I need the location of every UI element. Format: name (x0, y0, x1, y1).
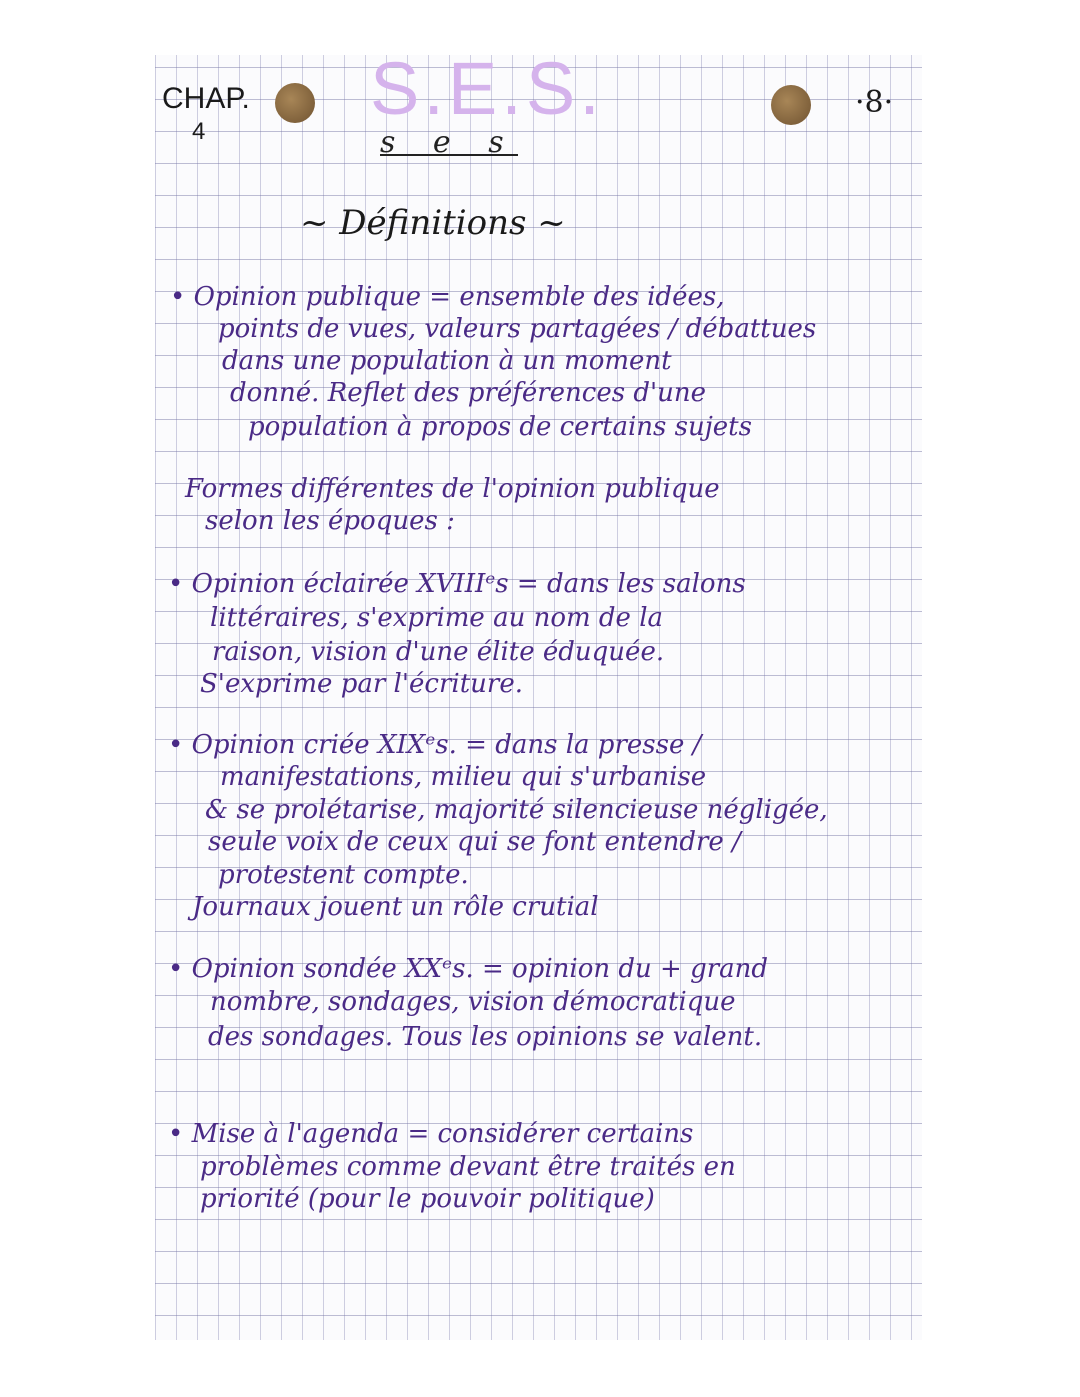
note-line: protestent compte. (218, 860, 469, 890)
subject-title: S.E.S. (370, 47, 604, 130)
note-line: donné. Reflet des préférences d'une (230, 378, 706, 408)
chapter-number: 4 (192, 118, 206, 145)
note-line: seule voix de ceux qui se font entendre / (208, 827, 741, 857)
note-line: des sondages. Tous les opinions se valent. (208, 1022, 763, 1052)
note-line: Formes différentes de l'opinion publique (185, 474, 720, 504)
chapter-label: CHAP. (162, 82, 250, 115)
note-line: & se prolétarise, majorité silencieuse négligée, (205, 795, 828, 825)
note-line: • Opinion sondée XXᵉs. = opinion du + grand (168, 954, 769, 984)
note-line: selon les époques : (205, 506, 455, 536)
note-line: • Opinion criée XIXᵉs. = dans la presse / (168, 730, 702, 760)
note-line: points de vues, valeurs partagées / débattues (218, 314, 817, 344)
note-line: manifestations, milieu qui s'urbanise (220, 762, 707, 792)
note-line: nombre, sondages, vision démocratique (210, 987, 736, 1017)
punch-hole (771, 85, 811, 125)
punch-hole (275, 83, 315, 123)
note-line: littéraires, s'exprime au nom de la (210, 603, 664, 633)
subject-cursive: s e s (380, 125, 518, 160)
note-line: S'exprime par l'écriture. (200, 669, 523, 699)
page-title: ~ Définitions ~ (300, 203, 566, 243)
note-line: raison, vision d'une élite éduquée. (212, 637, 665, 667)
page-number: ·8· (855, 85, 894, 120)
note-line: problèmes comme devant être traités en (200, 1152, 736, 1182)
note-line: Journaux jouent un rôle crutial (192, 892, 599, 922)
note-line: population à propos de certains sujets (248, 412, 752, 442)
note-line: priorité (pour le pouvoir politique) (200, 1184, 655, 1214)
note-line: • Opinion éclairée XVIIIᵉs = dans les salons (168, 569, 746, 599)
note-line: dans une population à un moment (222, 346, 672, 376)
note-line: • Opinion publique = ensemble des idées, (170, 282, 725, 312)
note-line: • Mise à l'agenda = considérer certains (168, 1119, 694, 1149)
